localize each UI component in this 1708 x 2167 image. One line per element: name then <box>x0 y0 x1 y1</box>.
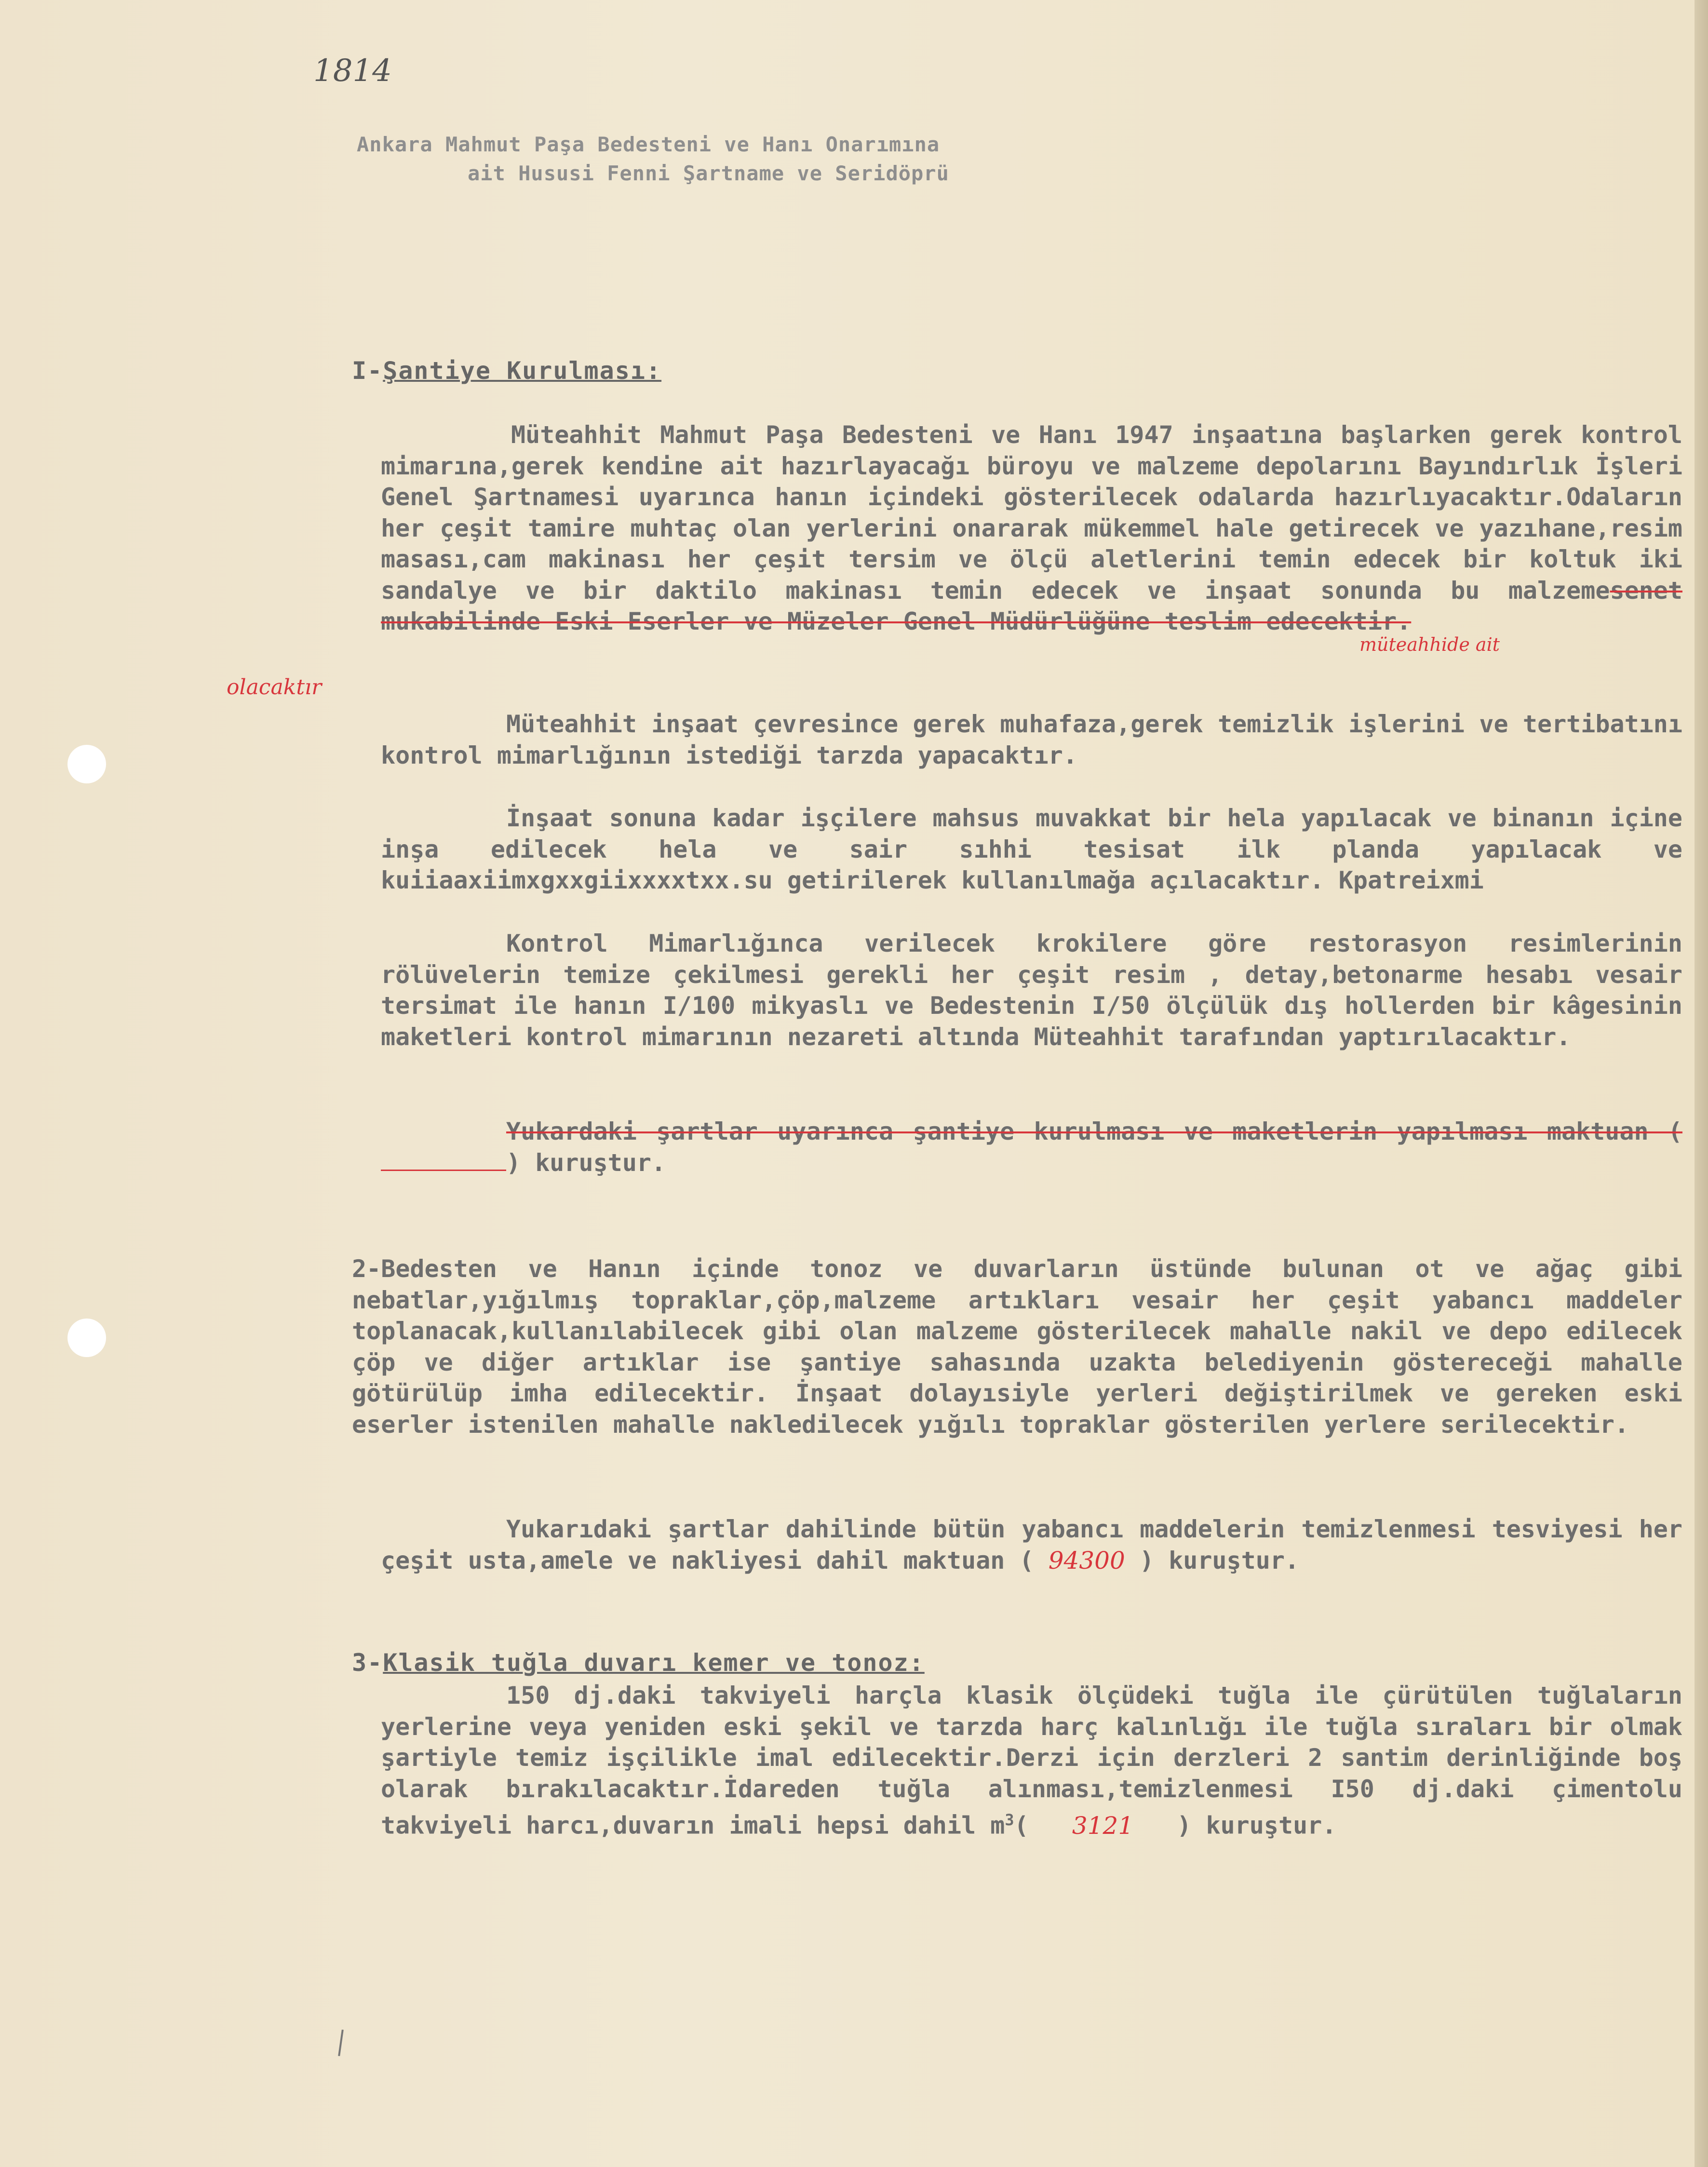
section1-prefix: I- <box>352 357 383 385</box>
section1-paragraph-5 <box>381 1116 1682 1178</box>
section2-paragraph-1 <box>352 1253 1682 1440</box>
document-title <box>357 130 1297 188</box>
section1-struck-2b: ) kuruştur. <box>506 1148 666 1177</box>
section1-struck-1: senet mukabilinde Eski Eserler ve Müzeler Genel Müdürlüğüne teslim edecektir. <box>381 576 1682 635</box>
section1-paragraph-2: Müteahhit inşaat çevresince gerek muhafaza,gerek temizlik işlerini ve tertibatını kontrol mimarlığının istediği tarzda yapacaktır. <box>381 710 1682 769</box>
margin-note-right: müteahhide ait <box>1359 634 1500 655</box>
title-line-2: ait Hususi Fenni Şartname ve Seridöprü <box>468 162 949 185</box>
section3-unit-sup: 3 <box>1005 1811 1014 1829</box>
section2-text-2a: Yukarıdaki şartlar dahilinde bütün yabancı maddelerin temizlenmesi tesviyesi her çeşit usta,amele ve nakliyesi dahil maktuan ( <box>381 1515 1682 1575</box>
section1-xout-1: kuiiaaxiimxgxxgiixxxxtxx <box>381 866 729 894</box>
section2-text-2b: ) kuruştur. <box>1139 1546 1300 1575</box>
section1-paragraph-1 <box>381 419 1682 637</box>
section1-paragraph-3 <box>381 803 1682 896</box>
page-number: 1814 <box>313 53 392 89</box>
section2-price: 94300 <box>1048 1546 1125 1575</box>
section3-heading <box>352 1649 925 1677</box>
paper-edge <box>1695 0 1708 2167</box>
section1-heading <box>352 357 661 385</box>
section3-prefix: 3- <box>352 1649 383 1677</box>
section1-text-3a: İnşaat sonuna kadar işçilere mahsus muvakkat bir hela yapılacak ve binanın içine inşa edilecek hela ve sair sıhhi tesisat ilk planda yapılacak ve <box>381 804 1682 863</box>
section2-prefix: 2- <box>352 1255 381 1283</box>
title-line-1: Ankara Mahmut Paşa Bedesteni ve Hanı Onarımına <box>357 133 940 156</box>
section3-text-1a: 150 dj.daki takviyeli harçla klasik ölçüdeki tuğla ile çürütülen tuğlaların yerlerine veya yeniden eski şekil ve tarzda harç kalınlığı ile tuğla sıraları bir olmak şartiyle temiz işçilikle imal edilecektir.Derzi için derzleri 2 santim derinliğinde boş olarak bırakılacaktır.İdareden tuğla alınması,temizlenmesi I50 dj.daki çimentolu takviyeli harcı,duvarın imali hepsi dahil m <box>381 1682 1682 1840</box>
section1-text-1: Müteahhit Mahmut Paşa Bedesteni ve Hanı 1947 inşaatına başlarken gerek kontrol mimarına,gerek kendine ait hazırlayacağı büroyu ve malzeme depolarını Bayındırlık İşleri Genel Şartnamesi uyarınca hanın içindeki gösterilecek odalarda hazırlıyacaktır.Odaların her çeşit tamire muhtaç olan yerlerini onararak mükemmel hale getirecek ve yazıhane,resim masası,cam makinası her çeşit tersim ve ölçü aletlerini temin edecek bir koltuk iki sandalye ve bir daktilo makinası temin edecek ve inşaat sonunda bu malzeme <box>381 421 1682 605</box>
section2-text-1: Bedesten ve Hanın içinde tonoz ve duvarların üstünde bulunan ot ve ağaç gibi nebatlar,yığılmış topraklar,çöp,malzeme artıkları vesair her çeşit yabancı maddeler toplanacak,kullanılabilecek gibi olan malzeme gösterilecek mahalle nakil ve depo edilecek çöp ve diğer artıklar ise şantiye sahasında uzakta belediyenin göstereceği mahalle götürülüp imha edilecektir. İnşaat dolayısiyle yerleri değiştirilmek ve gereken eski eserler istenilen mahalle nakledilecek yığılı topraklar gösterilen yerlere serilecektir. <box>352 1255 1682 1439</box>
punch-hole-top <box>67 745 106 783</box>
section2-paragraph-2 <box>381 1514 1682 1576</box>
section1-xout-2: Kpatreixmi <box>1338 866 1484 894</box>
margin-note-left: olacaktır <box>227 675 322 700</box>
section1-title: Şantiye Kurulması: <box>383 357 662 385</box>
section1-text-3b: .su getirilerek kullanılmağa açılacaktır. <box>729 866 1324 894</box>
punch-hole-bottom <box>67 1319 106 1357</box>
section3-text-1b: ) kuruştur. <box>1177 1811 1337 1840</box>
section3-title: Klasik tuğla duvarı kemer ve tonoz: <box>383 1649 925 1677</box>
section3-price: 3121 <box>1072 1811 1134 1840</box>
section1-paragraph-4: Kontrol Mimarlığınca verilecek krokilere göre restorasyon resimlerinin rölüvelerin temize çekilmesi gerekli her çeşit resim , detay,betonarme hesabı vesair tersimat ile hanın I/100 mikyaslı ve Bedestenin I/50 ölçülük dış hollerden bir kâgesinin maketleri kontrol mimarının nezareti altında Müteahhit tarafından yaptırılacaktır. <box>381 929 1682 1051</box>
section3-open-paren: ( <box>1014 1811 1029 1840</box>
section1-struck-2a: Yukardaki şartlar uyarınca şantiye kurulması ve maketlerin yapılması maktuan ( <box>506 1117 1682 1145</box>
section1-price-blank <box>381 1170 506 1171</box>
section3-paragraph-1 <box>381 1680 1682 1841</box>
